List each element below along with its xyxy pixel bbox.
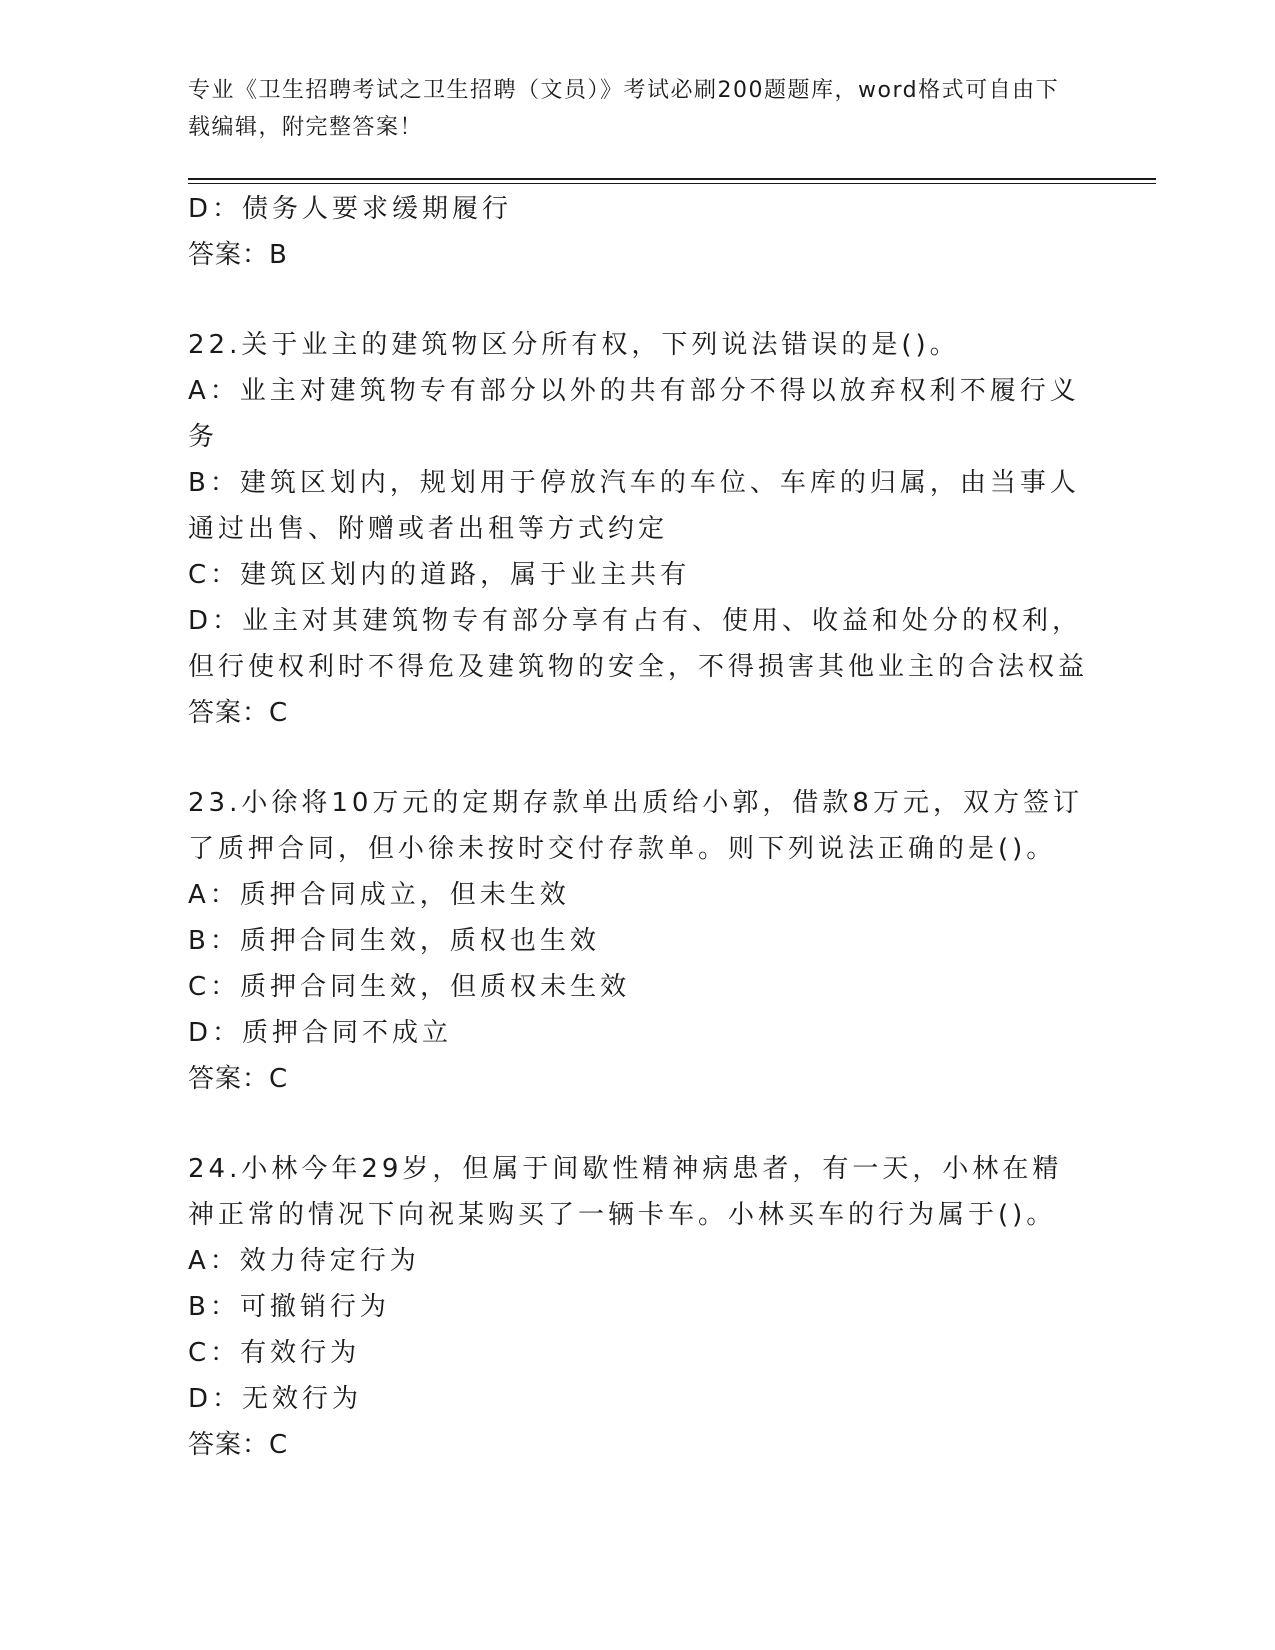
question-24 [188,1146,1088,1468]
option-d: D：债务人要求缓期履行 [188,194,513,224]
answer-line: 答案：B [188,240,288,270]
question-stem: 24.小林今年29岁，但属于间歇性精神病患者，有一天，小林在精神正常的情况下向祝某购买了一辆卡车。小林买车的行为属于()。 [188,1154,1063,1230]
question-23 [188,780,1088,1102]
option-c: C：建筑区划内的道路，属于业主共有 [188,560,691,590]
option-a: A：质押合同成立，但未生效 [188,880,570,910]
header-divider-thick [188,178,1156,180]
answer-line: 答案：C [188,698,289,728]
option-d: D：质押合同不成立 [188,1018,453,1048]
option-b: B：可撤销行为 [188,1292,390,1322]
document-header: 专业《卫生招聘考试之卫生招聘（文员）》考试必刷200题题库，word格式可自由下载编辑，附完整答案！ [188,78,1060,140]
question-stem: 22.关于业主的建筑物区分所有权，下列说法错误的是()。 [188,330,960,360]
option-a: A：业主对建筑物专有部分以外的共有部分不得以放弃权利不履行义务 [188,376,1080,452]
option-b: B：质押合同生效，质权也生效 [188,926,600,956]
option-a: A：效力待定行为 [188,1246,420,1276]
question-stem: 23.小徐将10万元的定期存款单出质给小郭，借款8万元，双方签订了质押合同，但小徐未按时交付存款单。则下列说法正确的是()。 [188,788,1083,864]
option-d: D：无效行为 [188,1384,363,1414]
question-22 [188,322,1088,736]
answer-line: 答案：C [188,1064,289,1094]
option-c: C：质押合同生效，但质权未生效 [188,972,631,1002]
answer-line: 答案：C [188,1430,289,1460]
option-c: C：有效行为 [188,1338,361,1368]
option-d: D：业主对其建筑物专有部分享有占有、使用、收益和处分的权利，但行使权利时不得危及建筑物的安全，不得损害其他业主的合法权益 [188,606,1089,682]
previous-question-tail [188,186,1088,278]
option-b: B：建筑区划内，规划用于停放汽车的车位、车库的归属，由当事人通过出售、附赠或者出租等方式约定 [188,468,1080,544]
document-body [188,186,1088,1468]
header-divider-thin [188,183,1156,184]
